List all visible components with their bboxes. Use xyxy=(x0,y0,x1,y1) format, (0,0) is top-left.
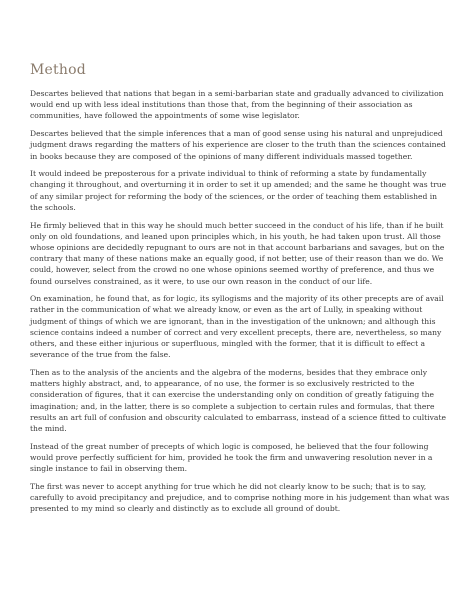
paragraph-5: On examination, he found that, as for logic, its syllogisms and the majority of its other precepts are of avail rather in the communication of what we already know, or even as the art of Lully, in speaking without judgment of things of which we are ignorant, than in the investigation of the unknown; and although this science contains indeed a number of correct and very excellent precepts, there are, nevertheless, so many others, and these either injurious or superfluous, mingled with the former, that it is difficult to effect a severance of the true from the false. xyxy=(30,294,444,360)
paragraph-6: Then as to the analysis of the ancients and the algebra of the moderns, besides that they embrace only matters highly abstract, and, to appearance, of no use, the former is so exclusively restricted to the consideration of figures, that it can exercise the understanding only on condition of greatly fatiguing the imagination; and, in the latter, there is so complete a subjection to certain rules and formulas, that there results an art full of confusion and obscurity calculated to embarrass, instead of a science fitted to cultivate the mind. xyxy=(30,367,446,433)
section-heading: Method xyxy=(30,62,86,78)
paragraph-7: Instead of the great number of precepts of which logic is composed, he believed that the four following would prove perfectly sufficient for him, provided he took the firm and unwavering resolution never in a single instance to fail in observing them. xyxy=(30,441,433,474)
paragraph-4: He firmly believed that in this way he should much better succeed in the conduct of his life, than if he built only on old foundations, and leaned upon principles which, in his youth, he had taken upon trust. All those whose opinions are decidedly repugnant to ours are not in that account barbarians and savages, but on the contrary that many of these nations make an equally good, if not better, use of their reason than we do. We could, however, select from the crowd no one whose opinions seemed worthy of preference, and thus we found ourselves constrained, as it were, to use our own reason in the conduct of our life. xyxy=(30,220,445,286)
paragraph-3: It would indeed be preposterous for a private individual to think of reforming a state by fundamentally changing it throughout, and overturning it in order to set it up amended; and the same he thought was true of any similar project for reforming the body of the sciences, or the order of teaching them established in the schools. xyxy=(30,169,447,212)
paragraph-8: The first was never to accept anything for true which he did not clearly know to be such; that is to say, carefully to avoid precipitancy and prejudice, and to comprise nothing more in his judgement than what was presented to my mind so clearly and distinctly as to exclude all ground of doubt. xyxy=(30,481,450,514)
paragraph-1: Descartes believed that nations that began in a semi-barbarian state and gradually advanced to civilization would end up with less ideal institutions than those that, from the beginning of their association as communities, have followed the appointments of some wise legislator. xyxy=(30,89,444,121)
document-body xyxy=(30,62,450,521)
paragraph-2: Descartes believed that the simple inferences that a man of good sense using his natural and unprejudiced judgment draws regarding the matters of his experience are closer to the truth than the sciences contained in books because they are composed of the opinions of many different individuals massed together. xyxy=(30,129,446,161)
